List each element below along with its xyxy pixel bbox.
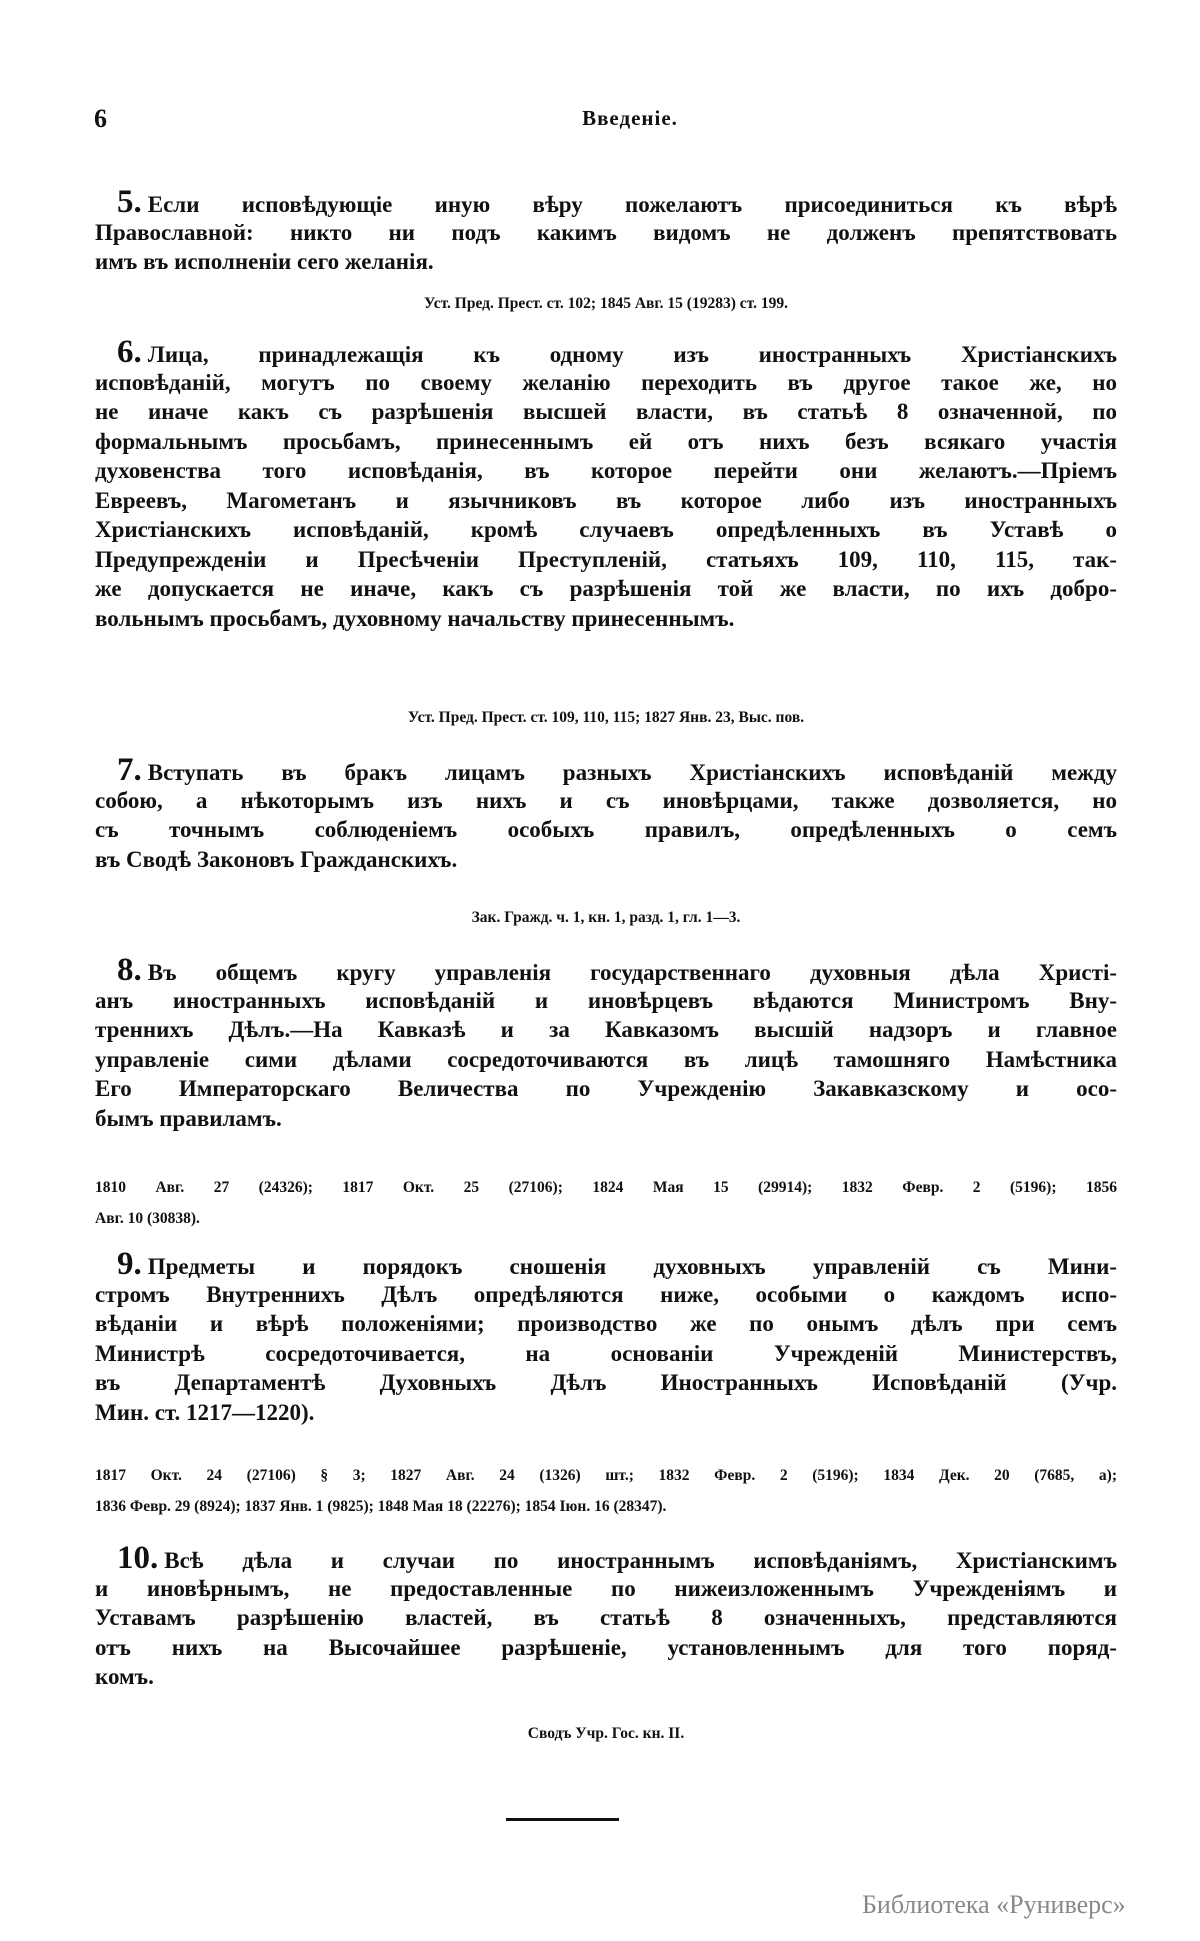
article-line: комъ. [95,1664,154,1689]
article-text: Предметы и порядокъ сношенія духовныхъ управленій съ Мини- [147,1254,1117,1279]
legal-citation [95,702,1117,733]
article-line: Предупрежденіи и Пресѣченіи Преступленій, статьяхъ 109, 110, 115, так- [95,546,1117,572]
citation-line: Уст. Пред. Прест. ст. 102; 1845 Авг. 15 (19283) ст. 199. [424,295,788,312]
legal-citation [95,288,1117,319]
article-line: Мин. ст. 1217—1220). [95,1399,315,1425]
legal-citation [95,1172,1117,1234]
article-line: и иновѣрнымъ, не предоставленные по нижеизложеннымъ Учрежденіямъ и [95,1575,1117,1601]
article-line: собою, а нѣкоторымъ изъ нихъ и съ иновѣрцами, также дозволяется, но [95,787,1117,813]
article-line: вольнымъ просьбамъ, духовному начальству принесеннымъ. [95,605,735,631]
article-text: Въ общемъ кругу управленія государственнаго духовныя дѣла Христі- [147,960,1117,985]
article-number: 7. [117,752,142,788]
article-line: формальнымъ просьбамъ, принесеннымъ ей отъ нихъ безъ всякаго участія [95,428,1117,454]
article-line [95,1246,1117,1282]
article-number: 6. [117,334,142,370]
article-8 [95,952,1117,1133]
library-watermark: Библиотека «Руниверс» [862,1890,1126,1919]
article-text: Лица, принадлежащія къ одному изъ иностранныхъ Христіанскихъ [147,342,1117,367]
article-line: Его Императорскаго Величества по Учрежденію Закавказскому и осо- [95,1076,1117,1101]
citation-line: Зак. Гражд. ч. 1, кн. 1, разд. 1, гл. 1—3. [471,909,741,926]
article-7 [95,752,1117,874]
article-line [95,752,1117,788]
end-rule [506,1818,619,1821]
article-line: исповѣданій, могутъ по своему желанію переходить въ другое такое же, но [95,369,1117,395]
article-line [95,184,1117,220]
article-line: отъ нихъ на Высочайшее разрѣшеніе, установленнымъ для того поряд- [95,1634,1117,1660]
article-line [95,1540,1117,1576]
article-line: же допускается не иначе, какъ съ разрѣшенія той же власти, по ихъ добро- [95,576,1117,601]
article-line: вѣданіи и вѣрѣ положеніями; производство же по онымъ дѣлъ при семъ [95,1311,1117,1336]
citation-line: Авг. 10 (30838). [95,1210,200,1227]
article-10 [95,1540,1117,1692]
article-line: имъ въ исполненіи сего желанія. [95,249,434,274]
article-line: не иначе какъ съ разрѣшенія высшей власти, въ статьѣ 8 означенной, по [95,399,1117,424]
article-number: 5. [117,184,142,220]
article-line: анъ иностранныхъ исповѣданій и иновѣрцевъ вѣдаются Министромъ Вну- [95,987,1117,1013]
article-line: стромъ Внутреннихъ Дѣлъ опредѣляются ниже, особыми о каждомъ испо- [95,1281,1117,1307]
article-text: Всѣ дѣла и случаи по иностраннымъ исповѣданіямъ, Христіанскимъ [164,1548,1117,1573]
article-line: Уставамъ разрѣшенію властей, въ статьѣ 8 означенныхъ, представляются [95,1605,1117,1630]
article-line: Министрѣ сосредоточивается, на основаніи Учрежденій Министерствъ, [95,1340,1117,1366]
running-title: Введеніе. [582,106,678,130]
article-number: 9. [117,1246,142,1282]
article-line: въ Департаментѣ Духовныхъ Дѣлъ Иностранныхъ Исповѣданій (Учр. [95,1370,1117,1395]
article-number: 8. [117,952,142,988]
article-text: Если исповѣдующіе иную вѣру пожелаютъ присоединиться къ вѣрѣ [147,192,1117,217]
legal-citation [95,1718,1117,1749]
citation-line: 1810 Авг. 27 (24326); 1817 Окт. 25 (27106); 1824 Мая 15 (29914); 1832 Февр. 2 (5196); 1856 [95,1179,1117,1196]
article-line [95,334,1117,370]
page-number: 6 [94,104,107,133]
article-line: Христіанскихъ исповѣданій, кромѣ случаевъ опредѣленныхъ въ Уставѣ о [95,517,1117,542]
citation-line: Сводъ Учр. Гос. кн. II. [527,1725,685,1742]
article-line: бымъ правиламъ. [95,1105,282,1131]
article-line: духовенства того исповѣданія, въ которое перейти они желаютъ.—Пріемъ [95,458,1117,483]
article-line: съ точнымъ соблюденіемъ особыхъ правилъ, опредѣленныхъ о семъ [95,817,1117,842]
article-line: треннихъ Дѣлъ.—На Кавказѣ и за Кавказомъ высшій надзоръ и главное [95,1017,1117,1042]
article-5 [95,184,1117,277]
citation-line: Уст. Пред. Прест. ст. 109, 110, 115; 1827 Янв. 23, Выс. пов. [407,709,805,726]
article-6 [95,334,1117,633]
citation-line: 1817 Окт. 24 (27106) § 3; 1827 Авг. 24 (1326) шт.; 1832 Февр. 2 (5196); 1834 Дек. 20 (7685, а); [95,1467,1117,1484]
article-line: Православной: никто ни подъ какимъ видомъ не долженъ препятствовать [95,219,1117,245]
legal-citation [95,1460,1117,1522]
citation-line: 1836 Февр. 29 (8924); 1837 Янв. 1 (9825); 1848 Мая 18 (22276); 1854 Іюн. 16 (28347). [95,1498,667,1515]
article-line: управленіе сими дѣлами сосредоточиваются въ лицѣ тамошняго Намѣстника [95,1046,1117,1072]
article-9 [95,1246,1117,1427]
article-text: Вступать въ бракъ лицамъ разныхъ Христіанскихъ исповѣданій между [147,760,1117,785]
article-line [95,952,1117,988]
legal-citation [95,902,1117,933]
article-line: въ Сводѣ Законовъ Гражданскихъ. [95,846,458,872]
article-line: Евреевъ, Магометанъ и язычниковъ въ которое либо изъ иностранныхъ [95,487,1117,513]
article-number: 10. [117,1540,159,1576]
